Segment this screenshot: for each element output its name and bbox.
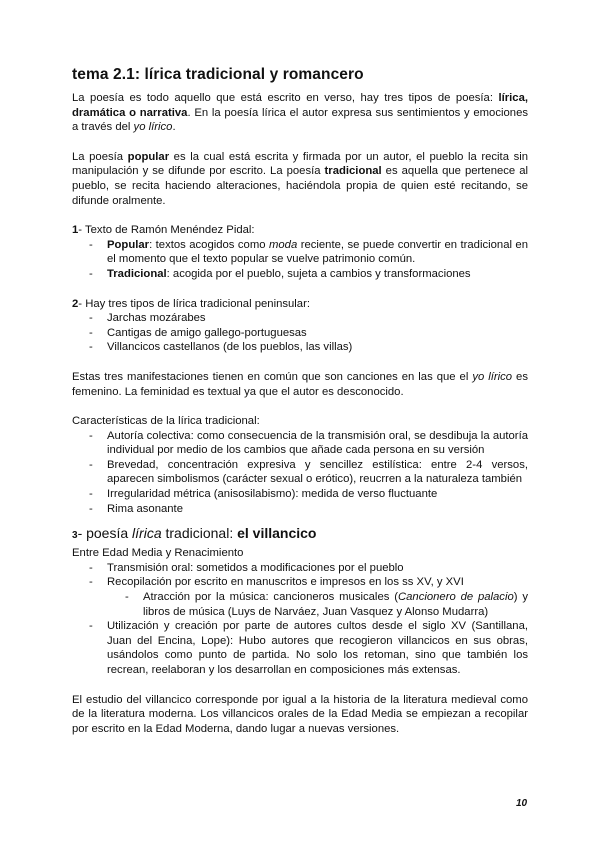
section-1-heading — [72, 223, 528, 238]
section-3-heading — [72, 524, 528, 545]
document-page — [72, 66, 528, 736]
common-text: Estas tres manifestaciones tienen en común que son canciones en las que el — [72, 370, 473, 383]
intro-text: . En la poesía lírica el autor expresa sus sentimientos y emociones a través del — [72, 106, 528, 134]
list-item — [72, 238, 528, 267]
intro-text: La poesía es todo aquello que está escrito en verso, hay tres tipos de poesía: — [72, 92, 499, 104]
intro-paragraph — [72, 91, 528, 135]
list-item: - Recopilación por escrito en manuscritos e impresos en los ss XV, y XVI — [72, 575, 528, 590]
section-heading-text: - Texto de Ramón Menéndez Pidal: — [78, 224, 255, 237]
popular-paragraph — [72, 150, 528, 208]
sub-list-item — [72, 590, 528, 619]
section-heading-text: - Hay tres tipos de lírica tradicional peninsular: — [78, 297, 310, 310]
popular-text: es aquella que pertenece al pueblo, se recita haciendo alteraciones, haciéndola propia de quien esté recitando, se difunde oralmente. — [72, 165, 528, 207]
section-1-list — [72, 238, 528, 282]
list-item: - Irregularidad métrica (anisosilabismo): medida de verso fluctuante — [72, 487, 528, 502]
item-text: reciente, se puede convertir en tradicional en el momento que el texto popular se vuelve patrimonio común. — [107, 238, 528, 266]
list-item: - Rima asonante — [72, 502, 528, 517]
list-item: - Brevedad, concentración expresiva y sencillez estilística: entre 2-4 versos, aparecen simbolismos (carácter sexual o erótico), reucrren a la naturaleza también — [72, 458, 528, 487]
section-3-subheading: Entre Edad Media y Renacimiento — [72, 547, 244, 560]
page-number: 10 — [516, 798, 528, 809]
section-3-sublist — [72, 590, 528, 619]
section-number: 2 — [72, 297, 79, 310]
features-heading: Características de la lírica tradicional: — [72, 415, 260, 428]
section-number: 3 — [72, 530, 78, 542]
section-3-list — [72, 561, 528, 590]
item-italic: moda — [268, 238, 298, 251]
item-bold: Tradicional — [107, 267, 167, 280]
intro-italic: yo lírico — [133, 121, 173, 134]
list-item: - Jarchas mozárabes — [72, 311, 528, 326]
item-bold: Popular — [107, 238, 150, 251]
list-item: - Cantigas de amigo gallego-portuguesas — [72, 326, 528, 341]
item-text: : textos acogidos como — [149, 238, 269, 251]
section-heading-text: - poesía — [77, 525, 133, 542]
section-heading-text: tradicional: — [161, 525, 238, 542]
popular-text: La poesía — [72, 150, 128, 163]
popular-text: es la cual está escrita y firmada por un autor, el pueblo la recita sin manipulación y se difunde por escrito. La poesía — [72, 150, 529, 178]
closing-paragraph: El estudio del villancico corresponde por igual a la historia de la literatura medieval como de la literatura moderna. Los villancicos orales de la Edad Media se empiezan a recopilar por escrito en la Edad Moderna, dando lugar a nuevas versiones. — [72, 693, 528, 735]
features-list — [72, 429, 528, 517]
sub-item-text: ) y libros de música (Luys de Narváez, Juan Vasquez y Alonso Mudarra) — [143, 591, 528, 618]
list-item: - Villancicos castellanos (de los pueblos, las villas) — [72, 340, 528, 355]
sub-item-italic: Cancionero de palacio — [397, 591, 514, 604]
intro-text: . — [172, 121, 176, 134]
common-paragraph — [72, 370, 528, 399]
list-item: - Autoría colectiva: como consecuencia de la transmisión oral, se desdibuja la autoría individual por medio de los cambios que añade cada persona en su versión — [72, 429, 528, 458]
section-number: 1 — [72, 224, 79, 237]
common-italic: yo lírico — [472, 370, 513, 383]
common-text: es femenino. La feminidad es textual ya que el autor es desconocido. — [72, 370, 528, 398]
page-title: tema 2.1: lírica tradicional y romancero — [72, 66, 364, 83]
section-3-list-continued — [72, 619, 528, 677]
list-item: - Utilización y creación por parte de autores cultos desde el siglo XV (Santillana, Juan del Encina, Lope): Hubo autores que recogieron villancicos en sus obras, usándolos como punto de partida. No solo los retoman, sino que también los recrean, reelaboran y los desarrollan en composiciones más extensas. — [72, 619, 528, 677]
section-2-heading — [72, 297, 528, 312]
intro-bold: lírica, dramática o narrativa — [72, 92, 528, 119]
sub-item-text: Atracción por la música: cancioneros musicales ( — [143, 591, 398, 604]
list-item — [72, 267, 528, 282]
popular-bold: popular — [127, 150, 170, 163]
section-heading-italic: lírica — [132, 525, 162, 542]
item-text: : acogida por el pueblo, sujeta a cambios y transformaciones — [166, 267, 471, 280]
traditional-bold: tradicional — [324, 165, 382, 178]
section-2-list — [72, 311, 528, 355]
list-item: - Transmisión oral: sometidos a modificaciones por el pueblo — [72, 561, 528, 576]
section-heading-bold: el villancico — [237, 525, 317, 542]
